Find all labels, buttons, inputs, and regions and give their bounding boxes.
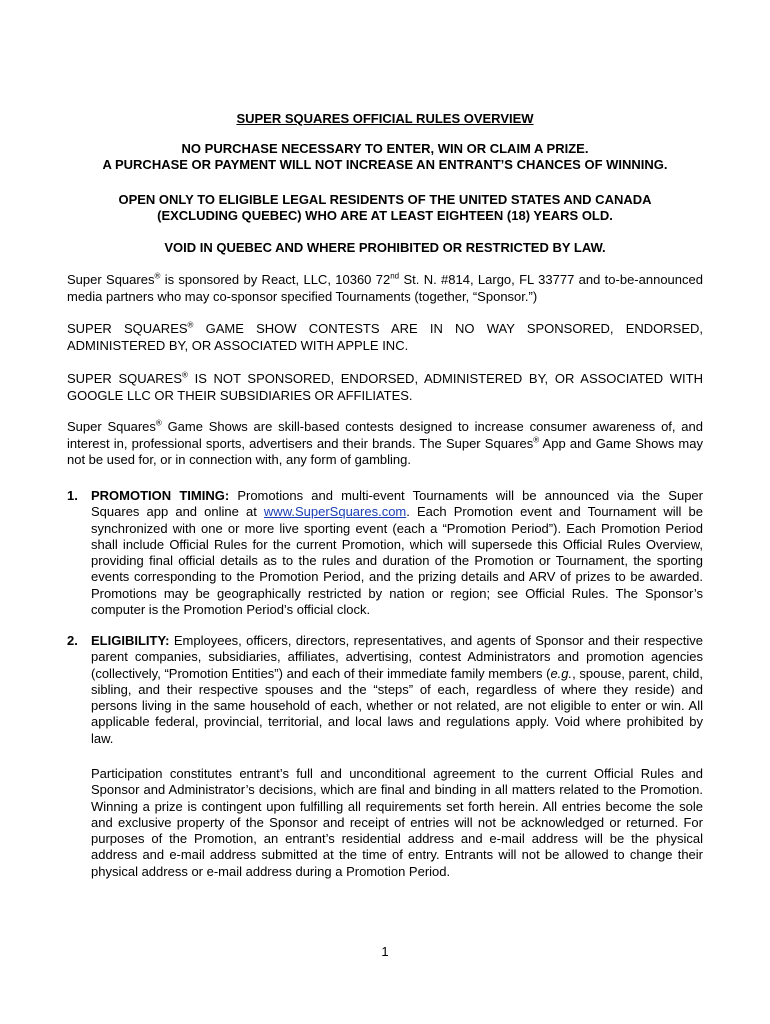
registered-mark: ®: [154, 271, 161, 281]
registered-mark: ®: [182, 370, 188, 380]
section-body: [91, 633, 703, 747]
apple-disclaimer-text: GAME SHOW CONTESTS ARE IN NO WAY SPONSORED, ENDORSED, ADMINISTERED BY, OR ASSOCIATED WITH APPLE INC.: [67, 321, 703, 353]
skill-contest-text-a: Game Shows are skill-based contests designed to increase consumer awareness of, and interest in, professional sports, advertisers and their brands. The Super Squares: [67, 419, 703, 451]
headline-no-purchase: NO PURCHASE NECESSARY TO ENTER, WIN OR CLAIM A PRIZE.: [181, 141, 589, 156]
document-title: SUPER SQUARES OFFICIAL RULES OVERVIEW: [236, 111, 534, 126]
section-number: 1.: [67, 488, 78, 503]
registered-mark: ®: [533, 435, 540, 445]
skill-contest-paragraph: [67, 419, 703, 469]
section-promotion-timing: [67, 488, 703, 618]
section-heading: PROMOTION TIMING:: [91, 488, 230, 503]
section-body: [91, 488, 703, 618]
brand-name: Super Squares: [67, 419, 156, 434]
purchase-disclaimer: [0, 141, 770, 173]
registered-mark: ®: [187, 320, 194, 330]
google-disclaimer: [67, 371, 703, 404]
brand-name: SUPER SQUARES: [67, 321, 188, 336]
supersquares-link[interactable]: www.SuperSquares.com: [263, 504, 407, 520]
registered-mark: ®: [155, 418, 162, 428]
section-text-b: . Each Promotion event and Tournament will be synchronized with one or more live sporting event (each a “Promotion Period”). Each Promotion Period shall include Official Rules for the current Promotion, which will supersede this Official Rules Overview, providing final official details as to the rules and duration of the Promotion or Tournament, the sporting events corresponding to the Promotion Period, and the prizing details and ARV of prizes to be awarded. Promotions may be geographically restricted by nation or region; see Official Rules. The Sponsor’s computer is the Promotion Period’s official clock.: [91, 504, 703, 618]
headline-payment: A PURCHASE OR PAYMENT WILL NOT INCREASE AN ENTRANT’S CHANCES OF WINNING.: [102, 157, 668, 172]
section-text-b: , spouse, parent, child, sibling, and their respective spouses and the “steps” of each, regardless of where they reside) and persons living in the same household of each, whether or not related, are not eligible to enter or win. All applicable federal, provincial, territorial, and local laws and regulations apply. Void where prohibited by law.: [91, 665, 703, 746]
section-text-a: Promotions and multi-event Tournaments will be announced via the Super Squares app and online at: [91, 488, 703, 520]
eligibility-disclaimer: [0, 192, 770, 224]
section-eligibility: [67, 633, 703, 747]
headline-age: (EXCLUDING QUEBEC) WHO ARE AT LEAST EIGHTEEN (18) YEARS OLD.: [157, 208, 613, 223]
sponsor-text-a: is sponsored by React, LLC, 10360 72: [160, 272, 391, 287]
brand-name: SUPER SQUARES: [67, 371, 183, 386]
eg-abbrev: e.g.: [550, 665, 573, 681]
google-disclaimer-text: IS NOT SPONSORED, ENDORSED, ADMINISTERED BY, OR ASSOCIATED WITH GOOGLE LLC OR THEIR SUBSIDIARIES OR AFFILIATES.: [67, 371, 703, 403]
section-text-a: Employees, officers, directors, representatives, and agents of Sponsor and their respective parent companies, subsidiaries, affiliates, advertising, contest Administrators and promotion agencies (collectively, “Promotion Entities”) and each of their immediate family members (: [91, 633, 703, 681]
section-number: 2.: [67, 633, 78, 648]
participation-paragraph: Participation constitutes entrant’s full and unconditional agreement to the current Official Rules and Sponsor and Administrator’s decisions, which are final and binding in all matters related to the Promotion. Winning a prize is contingent upon fulfilling all requirements set forth herein. All entries become the sole and exclusive property of the Sponsor and receipt of entries will not be acknowledged or returned. For purposes of the Promotion, an entrant’s residential address and e-mail address will be the physical address and e-mail address submitted at the time of entry. Entrants will not be allowed to change their physical address or e-mail address during a Promotion Period.: [91, 766, 703, 879]
section-heading: ELIGIBILITY:: [91, 633, 170, 648]
apple-disclaimer: [67, 321, 703, 354]
sponsor-paragraph: [67, 272, 703, 305]
skill-contest-text-b: App and Game Shows may not be used for, or in connection with, any form of gambling.: [67, 435, 703, 467]
ordinal-suffix: nd: [390, 271, 400, 281]
brand-name: Super Squares: [67, 272, 155, 287]
page-number: 1: [381, 944, 389, 959]
void-disclaimer: VOID IN QUEBEC AND WHERE PROHIBITED OR RESTRICTED BY LAW.: [164, 240, 606, 255]
sponsor-text-b: St. N. #814, Largo, FL 33777 and to-be-announced media partners who may co-sponsor specified Tournaments (together, “Sponsor.”): [67, 272, 703, 304]
headline-residents: OPEN ONLY TO ELIGIBLE LEGAL RESIDENTS OF THE UNITED STATES AND CANADA: [118, 192, 652, 207]
